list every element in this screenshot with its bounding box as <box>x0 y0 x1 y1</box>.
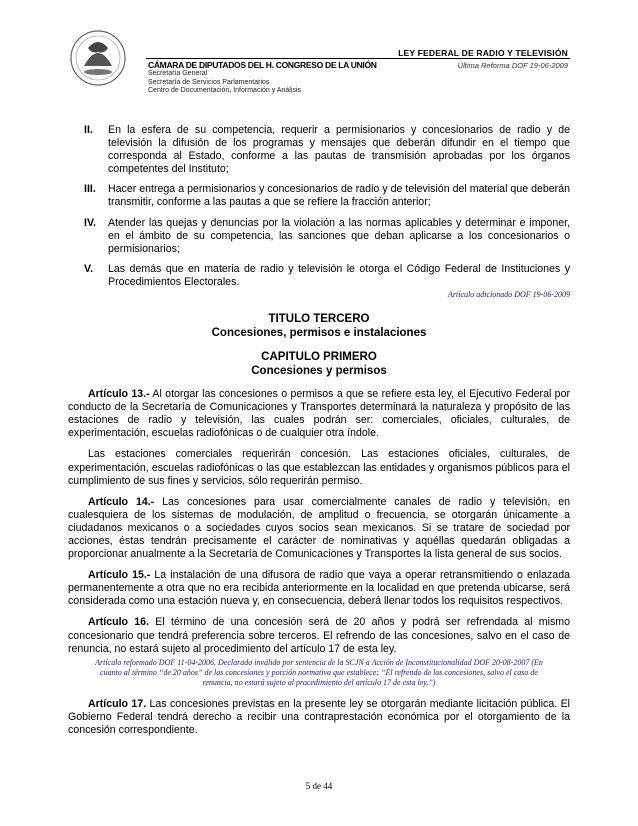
fraction-text: En la esfera de su competencia, requerir a permisionarios y concesionarios de radio y de televisión la difusión de los programas y mensajes que deberán difundir en el tiempo que corresponda al Estado, conforme a las pautas de transmisión aprobadas por los órganos competentes del Instituto; <box>108 124 570 176</box>
article-13 <box>68 388 570 440</box>
national-seal-icon <box>64 26 144 86</box>
fraction-item <box>68 183 570 209</box>
titulo-subheading: Concesiones, permisos e instalaciones <box>211 327 427 340</box>
article-text: El término de una concesión será de 20 años y podrá ser refrendada al mismo concesionario que tendrá preferencia sobre terceros. El refrendo de las concesiones, salvo en el caso de renuncia, no estará sujeto al procedimiento del artículo 17 de esta ley. <box>68 616 570 655</box>
institution-sub-2: Secretaría de Servicios Parlamentarios <box>148 78 270 86</box>
fraction-text: Hacer entrega a permisionarios y concesionarios de radio y de televisión del material que deberán transmitir, conforme a las pautas a que se refiere la fracción anterior; <box>108 183 570 209</box>
article-15 <box>68 569 570 608</box>
article-16 <box>68 616 570 655</box>
article-14 <box>68 496 570 561</box>
article-16-reform-note: Artículo reformado DOF 11-04-2006. Declarado inválido por sentencia de la SCJN a Acción de Inconstitucionalidad DOF 20-08-2007 (En cuanto al término “de 20 años” de las concesiones y porción normativa que establece: “El refrendo de las concesiones, salvo el caso de renuncia, no estará sujeto al procedimiento del artículo 17 de esta ley.”) <box>95 657 543 687</box>
article-label: Artículo 14.- <box>88 495 155 508</box>
document-body <box>68 124 570 745</box>
article-13-paragraph-2: Las estaciones comerciales requerirán concesión. Las estaciones oficiales, culturales, de experimentación, escuelas radiofónicas o las que establezcan las entidades y organismos públicos para el cumplimiento de sus fines y servicios, sólo requerirán permiso. <box>68 448 570 487</box>
law-title: LEY FEDERAL DE RADIO Y TELEVISIÓN <box>398 48 568 58</box>
institution-block <box>148 60 377 96</box>
article-17 <box>68 698 570 737</box>
capitulo-subheading: Concesiones y permisos <box>251 365 387 378</box>
page-number: 5 de 44 <box>305 781 333 791</box>
fraction-number: III. <box>84 183 96 196</box>
fraction-number: II. <box>84 124 93 136</box>
fraction-item <box>68 263 570 289</box>
article-added-note: Artículo adicionado DOF 19-06-2009 <box>448 290 570 300</box>
article-label: Artículo 16. <box>88 616 150 629</box>
institution-name: CÁMARA DE DIPUTADOS DEL H. CONGRESO DE LA UNIÓN <box>148 60 377 70</box>
header-rule <box>146 58 570 59</box>
institution-sub-3: Centro de Documentación, Información y Análisis <box>148 87 301 94</box>
titulo-heading: TITULO TERCERO <box>268 313 370 326</box>
article-label: Artículo 13.- <box>88 388 150 401</box>
article-text: Las concesiones previstas en la presente ley se otorgarán mediante licitación pública. El Gobierno Federal tendrá derecho a recibir una contraprestación económica por el otorgamiento de la concesión correspondiente. <box>68 697 570 736</box>
article-label: Artículo 17. <box>88 697 147 710</box>
article-text: Al otorgar las concesiones o permisos a que se refiere esta ley, el Ejecutivo Federal por conducto de la Secretaría de Comunicaciones y Transportes determinará la naturaleza y propósito de las estaciones de radio y televisión, las cuales podrán ser: comerciales, oficiales, culturales, de experimentación, escuelas radiofónicas o de cualquier otra índole. <box>68 388 570 440</box>
fraction-item <box>68 217 570 256</box>
article-text: Las concesiones para usar comercialmente canales de radio y televisión, en cualesquiera de los sistemas de modulación, de amplitud o frecuencia, se otorgarán únicamente a ciudadanos mexicanos o a sociedades cuyos socios sean mexicanos. Si se tratare de sociedad por acciones, éstas tendrán precisamente el carácter de nominativas y aquéllas quedarán obligadas a proporcionar anualmente a la Secretaría de Comunicaciones y Transportes la lista general de sus socios. <box>68 495 570 561</box>
article-label: Artículo 15.- <box>88 569 151 582</box>
institution-sub-1: Secretaría General <box>148 70 208 77</box>
capitulo-heading: CAPITULO PRIMERO <box>261 351 377 364</box>
fraction-number: V. <box>84 262 94 275</box>
last-reform: Última Reforma DOF 19-06-2009 <box>457 61 568 70</box>
fraction-item <box>68 124 570 176</box>
fraction-text: Las demás que en materia de radio y televisión le otorga el Código Federal de Instituciones y Procedimientos Electorales. <box>108 262 570 288</box>
fraction-number: IV. <box>84 216 96 229</box>
article-text: La instalación de una difusora de radio que vaya a operar retransmitiendo o enlazada permanentemente a otra que no era recibida anteriormente en la localidad en que pretenda ubicarse, será considerada como una estación nueva y, en consecuencia, deberá llenar todos los requisitos respectivos. <box>68 569 570 608</box>
fraction-text: Atender las quejas y denuncias por la violación a las normas aplicables y determinar e imponer, en el ámbito de su competencia, las sanciones que deban aplicarse a los concesionarios o permisionarios; <box>108 216 570 255</box>
